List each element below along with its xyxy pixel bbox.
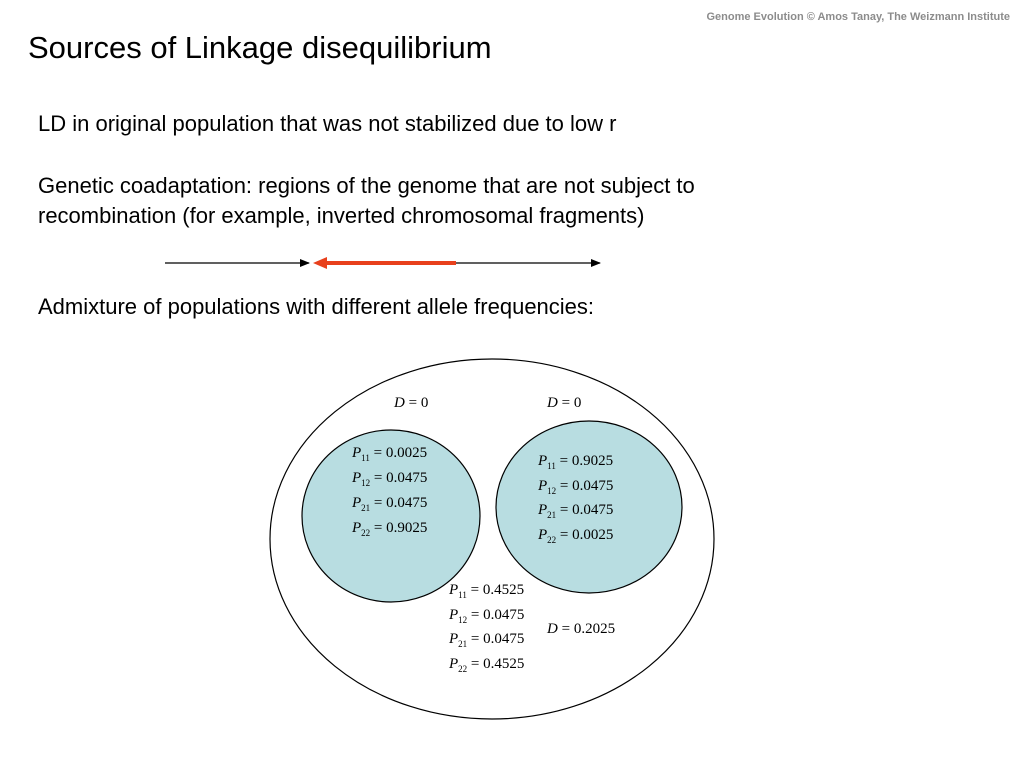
bullet-admixture: Admixture of populations with different allele frequencies: [38,294,595,319]
freq-line: $P_{12} = 0.0475$ [538,478,614,496]
freq-line: $P_{22} = 0.4525$ [449,656,525,674]
freq-line: $P_{11} = 0.9025$ [538,453,614,471]
slide-title: Sources of Linkage disequilibrium [28,30,492,65]
bullet-coadaptation: Genetic coadaptation: regions of the genome that are not subject to recombination (for example, inverted chromosomal fragments) [38,173,695,228]
freq-line: $P_{12} = 0.0475$ [449,607,525,625]
mixed-population-d: D = 0.2025 [547,621,616,637]
freq-line: $P_{22} = 0.0025$ [538,527,614,545]
bullet-low-recombination: LD in original population that was not stabilized due to low r [38,111,617,136]
right-population-d: D = 0 [547,395,582,411]
copyright-credit: Genome Evolution © Amos Tanay, The Weizmann Institute [706,11,1010,23]
freq-line: $P_{11} = 0.0025$ [352,445,428,463]
freq-line: $P_{22} = 0.9025$ [352,520,428,538]
freq-line: $P_{21} = 0.0475$ [538,502,614,520]
freq-line: $P_{21} = 0.0475$ [352,495,428,513]
left-population-d: D = 0 [394,395,429,411]
freq-line: $P_{11} = 0.4525$ [449,582,525,600]
freq-line: $P_{21} = 0.0475$ [449,631,525,649]
freq-line: $P_{12} = 0.0475$ [352,470,428,488]
